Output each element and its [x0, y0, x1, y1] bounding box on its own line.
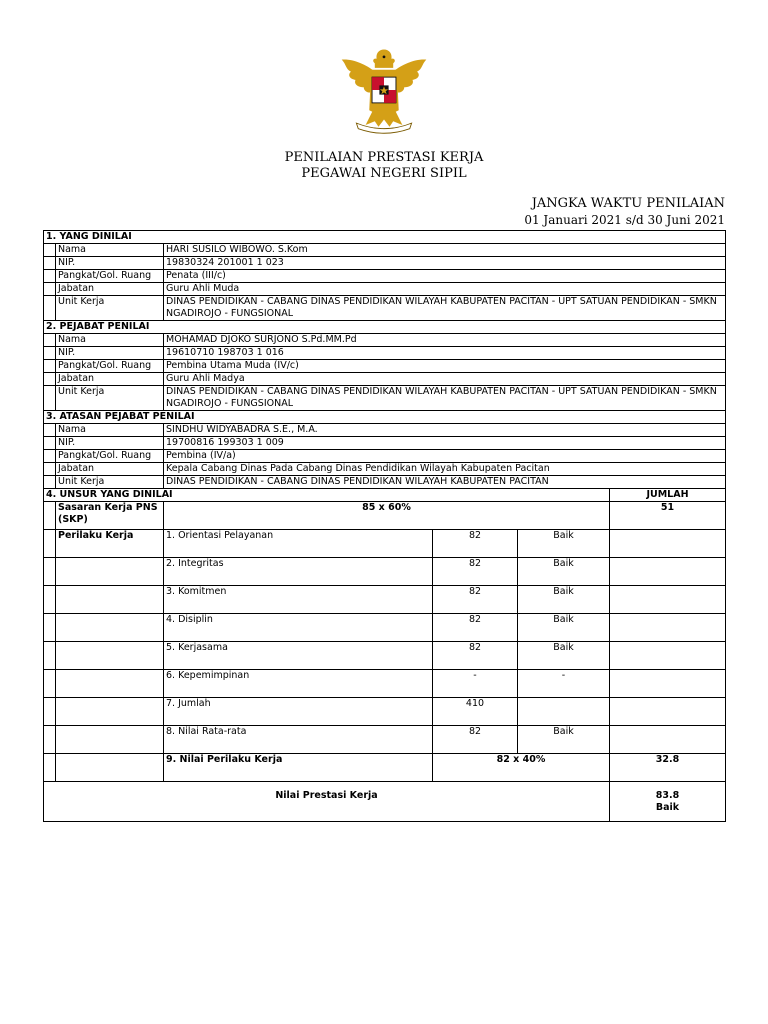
field-label: Jabatan: [56, 463, 164, 476]
skp-formula: 85 x 60%: [164, 502, 610, 530]
criterion-label: 8. Nilai Rata-rata: [164, 726, 433, 754]
criterion-score: 82: [433, 614, 518, 642]
table-row: [44, 698, 726, 726]
table-row: [44, 283, 726, 296]
garuda-emblem: [338, 44, 430, 136]
section2-heading: 2. PEJABAT PENILAI: [44, 321, 726, 334]
criterion-score: 82: [433, 558, 518, 586]
nilai-perilaku-label: 9. Nilai Perilaku Kerja: [164, 754, 433, 782]
prestasi-score: 83.8: [655, 790, 680, 801]
table-row: [44, 347, 726, 360]
perilaku-label: Perilaku Kerja: [56, 530, 164, 558]
prestasi-row: [44, 782, 726, 822]
prestasi-label: Nilai Prestasi Kerja: [44, 782, 610, 822]
table-row: [44, 476, 726, 489]
field-value: Guru Ahli Madya: [164, 373, 726, 386]
criterion-grade: Baik: [518, 726, 610, 754]
field-label: Pangkat/Gol. Ruang: [56, 450, 164, 463]
nilai-perilaku-row: [44, 754, 726, 782]
table-row: [44, 334, 726, 347]
field-value: 19700816 199303 1 009: [164, 437, 726, 450]
table-row: [44, 360, 726, 373]
section3-heading: 3. ATASAN PEJABAT PENILAI: [44, 411, 726, 424]
field-value: DINAS PENDIDIKAN - CABANG DINAS PENDIDIKAN WILAYAH KABUPATEN PACITAN: [164, 476, 726, 489]
criterion-grade: Baik: [518, 642, 610, 670]
criterion-score: 410: [433, 698, 518, 726]
field-label: Unit Kerja: [56, 296, 164, 321]
table-row: [44, 386, 726, 411]
jumlah-header: JUMLAH: [610, 489, 726, 502]
field-value: SINDHU WIDYABADRA S.E., M.A.: [164, 424, 726, 437]
criterion-score: 82: [433, 726, 518, 754]
table-row: [44, 270, 726, 283]
criterion-label: 3. Komitmen: [164, 586, 433, 614]
table-row: [44, 244, 726, 257]
table-row: [44, 586, 726, 614]
table-row: [44, 726, 726, 754]
table-row: [44, 257, 726, 270]
criterion-grade: [518, 698, 610, 726]
field-label: Unit Kerja: [56, 386, 164, 411]
criterion-grade: Baik: [518, 558, 610, 586]
field-label: Jabatan: [56, 283, 164, 296]
skp-row: [44, 502, 726, 530]
field-label: Nama: [56, 424, 164, 437]
field-value: Pembina (IV/a): [164, 450, 726, 463]
nilai-perilaku-result: 32.8: [610, 754, 726, 782]
skp-label: Sasaran Kerja PNS (SKP): [56, 502, 164, 530]
table-row: [44, 670, 726, 698]
criterion-label: 1. Orientasi Pelayanan: [164, 530, 433, 558]
section-heading-row: [44, 321, 726, 334]
field-value: DINAS PENDIDIKAN - CABANG DINAS PENDIDIKAN WILAYAH KABUPATEN PACITAN - UPT SATUAN PENDIDIKAN - SMKN NGADIROJO - FUNGSIONAL: [164, 386, 726, 411]
section-heading-row: [44, 231, 726, 244]
criterion-grade: Baik: [518, 586, 610, 614]
field-value: Pembina Utama Muda (IV/c): [164, 360, 726, 373]
field-label: NIP.: [56, 257, 164, 270]
criterion-grade: Baik: [518, 530, 610, 558]
table-row: [44, 558, 726, 586]
field-value: MOHAMAD DJOKO SURJONO S.Pd.MM.Pd: [164, 334, 726, 347]
table-row: [44, 437, 726, 450]
period-value: 01 Januari 2021 s/d 30 Juni 2021: [524, 213, 725, 227]
field-value: Guru Ahli Muda: [164, 283, 726, 296]
field-label: Nama: [56, 244, 164, 257]
prestasi-result: [610, 782, 726, 822]
criterion-label: 6. Kepemimpinan: [164, 670, 433, 698]
table-row: [44, 463, 726, 476]
section4-heading: 4. UNSUR YANG DINILAI: [44, 489, 610, 502]
criterion-label: 4. Disiplin: [164, 614, 433, 642]
table-row: [44, 530, 726, 558]
criterion-label: 7. Jumlah: [164, 698, 433, 726]
section-heading-row: [44, 489, 726, 502]
field-label: Unit Kerja: [56, 476, 164, 489]
field-label: Jabatan: [56, 373, 164, 386]
criterion-label: 5. Kerjasama: [164, 642, 433, 670]
field-label: NIP.: [56, 347, 164, 360]
field-value: HARI SUSILO WIBOWO. S.Kom: [164, 244, 726, 257]
criterion-score: 82: [433, 642, 518, 670]
assessment-table: [43, 230, 726, 822]
table-row: [44, 642, 726, 670]
table-row: [44, 614, 726, 642]
criterion-grade: -: [518, 670, 610, 698]
prestasi-grade: Baik: [655, 802, 680, 813]
field-value: 19610710 198703 1 016: [164, 347, 726, 360]
field-value: DINAS PENDIDIKAN - CABANG DINAS PENDIDIKAN WILAYAH KABUPATEN PACITAN - UPT SATUAN PENDIDIKAN - SMKN NGADIROJO - FUNGSIONAL: [164, 296, 726, 321]
criterion-grade: Baik: [518, 614, 610, 642]
field-value: Kepala Cabang Dinas Pada Cabang Dinas Pendidikan Wilayah Kabupaten Pacitan: [164, 463, 726, 476]
document-title-line2: PEGAWAI NEGERI SIPIL: [301, 166, 467, 181]
criterion-score: 82: [433, 530, 518, 558]
skp-result: 51: [610, 502, 726, 530]
field-label: Pangkat/Gol. Ruang: [56, 270, 164, 283]
field-label: Pangkat/Gol. Ruang: [56, 360, 164, 373]
table-row: [44, 373, 726, 386]
table-row: [44, 296, 726, 321]
criterion-score: -: [433, 670, 518, 698]
field-value: 19830324 201001 1 023: [164, 257, 726, 270]
criterion-score: 82: [433, 586, 518, 614]
table-row: [44, 424, 726, 437]
period-heading: JANGKA WAKTU PENILAIAN: [531, 196, 725, 211]
field-label: Nama: [56, 334, 164, 347]
nilai-perilaku-formula: 82 x 40%: [433, 754, 610, 782]
section1-heading: 1. YANG DINILAI: [44, 231, 726, 244]
document-title-line1: PENILAIAN PRESTASI KERJA: [284, 150, 484, 165]
field-label: NIP.: [56, 437, 164, 450]
criterion-label: 2. Integritas: [164, 558, 433, 586]
table-row: [44, 450, 726, 463]
section-heading-row: [44, 411, 726, 424]
field-value: Penata (III/c): [164, 270, 726, 283]
